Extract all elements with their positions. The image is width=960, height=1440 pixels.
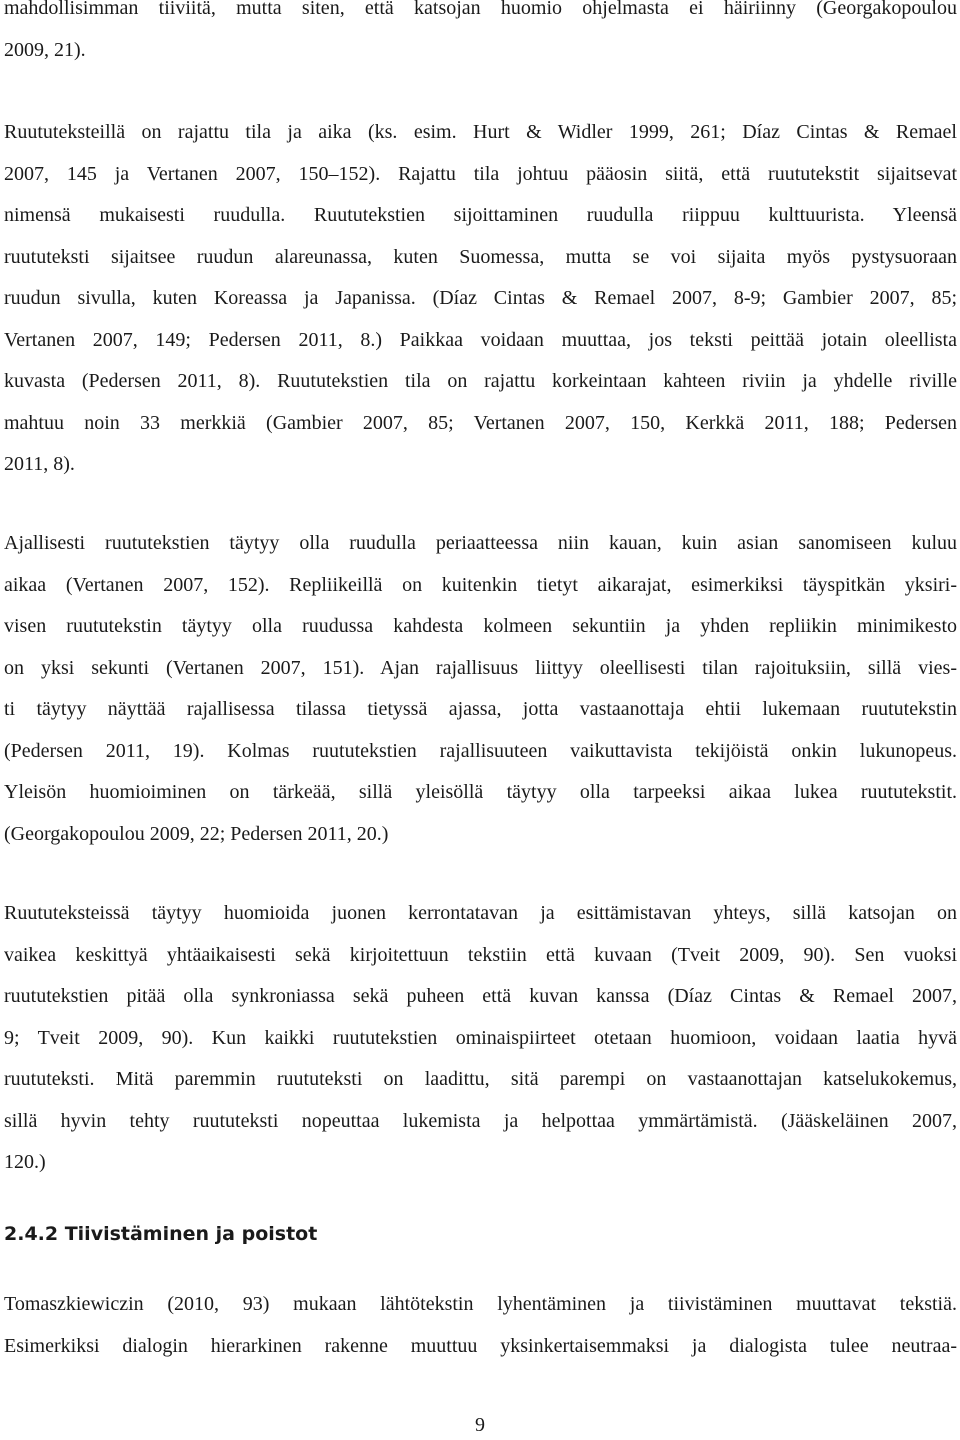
text-line: mahtuu noin 33 merkkiä (Gambier 2007, 85; Vertanen 2007, 150, Kerkkä 2011, 188; Pedersen bbox=[4, 411, 957, 434]
text-line: sillä hyvin tehty ruututeksti nopeuttaa lukemista ja helpottaa ymmärtämistä. (Jääskeläinen 2007, bbox=[4, 1109, 957, 1132]
text-line: on yksi sekunti (Vertanen 2007, 151). Ajan rajallisuus liittyy oleellisesti tilan rajoituksiin, sillä vies- bbox=[4, 656, 957, 679]
text-line: 2011, 8). bbox=[4, 453, 75, 475]
text-line: ti täytyy näyttää rajallisessa tilassa tietyssä ajassa, jotta vastaanottaja ehtii lukemaan ruututekstin bbox=[4, 698, 957, 720]
text-line: ruututekstien pitää olla synkroniassa sekä puheen että kuvan kanssa (Díaz Cintas & Remael 2007, bbox=[4, 985, 957, 1007]
text-line: (Georgakopoulou 2009, 22; Pedersen 2011, 20.) bbox=[4, 822, 389, 845]
text-line: 2009, 21). bbox=[4, 38, 86, 61]
text-line: ruudun sivulla, kuten Koreassa ja Japanissa. (Díaz Cintas & Remael 2007, 8-9; Gambier 2007, 85; bbox=[4, 287, 957, 309]
paragraph-1 bbox=[4, 0, 957, 71]
text-line: Esimerkiksi dialogin hierarkinen rakenne muuttuu yksinkertaisemmaksi ja dialogista tulee neutraa- bbox=[4, 1334, 957, 1357]
text-line: vaikea keskittyä yhtäaikaisesti sekä kirjoitettuun tekstiin että kuvaan (Tveit 2009, 90). Sen vuoksi bbox=[4, 943, 957, 966]
text-line: (Pedersen 2011, 19). Kolmas ruututekstien rajallisuuteen vaikuttavista tekijöistä onkin lukunopeus. bbox=[4, 739, 957, 762]
text-line: Ruututeksteillä on rajattu tila ja aika (ks. esim. Hurt & Widler 1999, 261; Díaz Cintas & Remael bbox=[4, 121, 957, 143]
text-line: Tomaszkiewiczin (2010, 93) mukaan lähtötekstin lyhentäminen ja tiivistäminen muuttavat tekstiä. bbox=[4, 1293, 957, 1315]
text-line: aikaa (Vertanen 2007, 152). Repliikeillä on kuitenkin tietyt aikarajat, esimerkiksi täyspitkän yksiri- bbox=[4, 573, 957, 596]
text-line: Yleisön huomioiminen on tärkeää, sillä yleisöllä täytyy olla tarpeeksi aikaa lukea ruututekstit. bbox=[4, 781, 957, 803]
text-line: 2007, 145 ja Vertanen 2007, 150‒152). Rajattu tila johtuu pääosin siitä, että ruututekstit sijaitsevat bbox=[4, 162, 957, 185]
text-line: 9; Tveit 2009, 90). Kun kaikki ruututekstien ominaispiirteet otetaan huomioon, voidaan laatia hyvä bbox=[4, 1026, 957, 1049]
paragraph-3 bbox=[4, 523, 957, 855]
paragraph-2 bbox=[4, 112, 957, 486]
paragraph-4 bbox=[4, 893, 957, 1184]
text-line: kuvasta (Pedersen 2011, 8). Ruututekstien tila on rajattu korkeintaan kahteen riviin ja yhdelle riville bbox=[4, 370, 957, 392]
paragraph-5 bbox=[4, 1284, 957, 1367]
text-line: Ruututeksteissä täytyy huomioida juonen kerrontatavan ja esittämistavan yhteys, sillä katsojan on bbox=[4, 902, 957, 924]
page-number: 9 bbox=[475, 1414, 485, 1436]
text-line: ruututeksti. Mitä paremmin ruututeksti on laadittu, sitä parempi on vastaanottajan katselukokemus, bbox=[4, 1068, 957, 1090]
text-line: nimensä mukaisesti ruudulla. Ruututekstien sijoittaminen ruudulla riippuu kulttuurista. Yleensä bbox=[4, 204, 957, 226]
text-line: Vertanen 2007, 149; Pedersen 2011, 8.) Paikkaa voidaan muuttaa, jos teksti peittää jotain oleellista bbox=[4, 328, 957, 351]
text-line: 120.) bbox=[4, 1151, 46, 1173]
text-line: ruututeksti sijaitsee ruudun alareunassa, kuten Suomessa, mutta se voi sijaita myös pystysuoraan bbox=[4, 245, 957, 268]
section-heading: 2.4.2 Tiivistäminen ja poistot bbox=[4, 1223, 318, 1245]
text-line: Ajallisesti ruututekstien täytyy olla ruudulla periaatteessa niin kauan, kuin asian sanomiseen kuluu bbox=[4, 532, 957, 554]
text-line: visen ruututekstin täytyy olla ruudussa kahdesta kolmeen sekuntiin ja yhden repliikin minimikesto bbox=[4, 615, 957, 637]
text-line: mahdollisimman tiiviitä, mutta siten, että katsojan huomio ohjelmasta ei häiriinny (Georgakopoulou bbox=[4, 0, 957, 19]
